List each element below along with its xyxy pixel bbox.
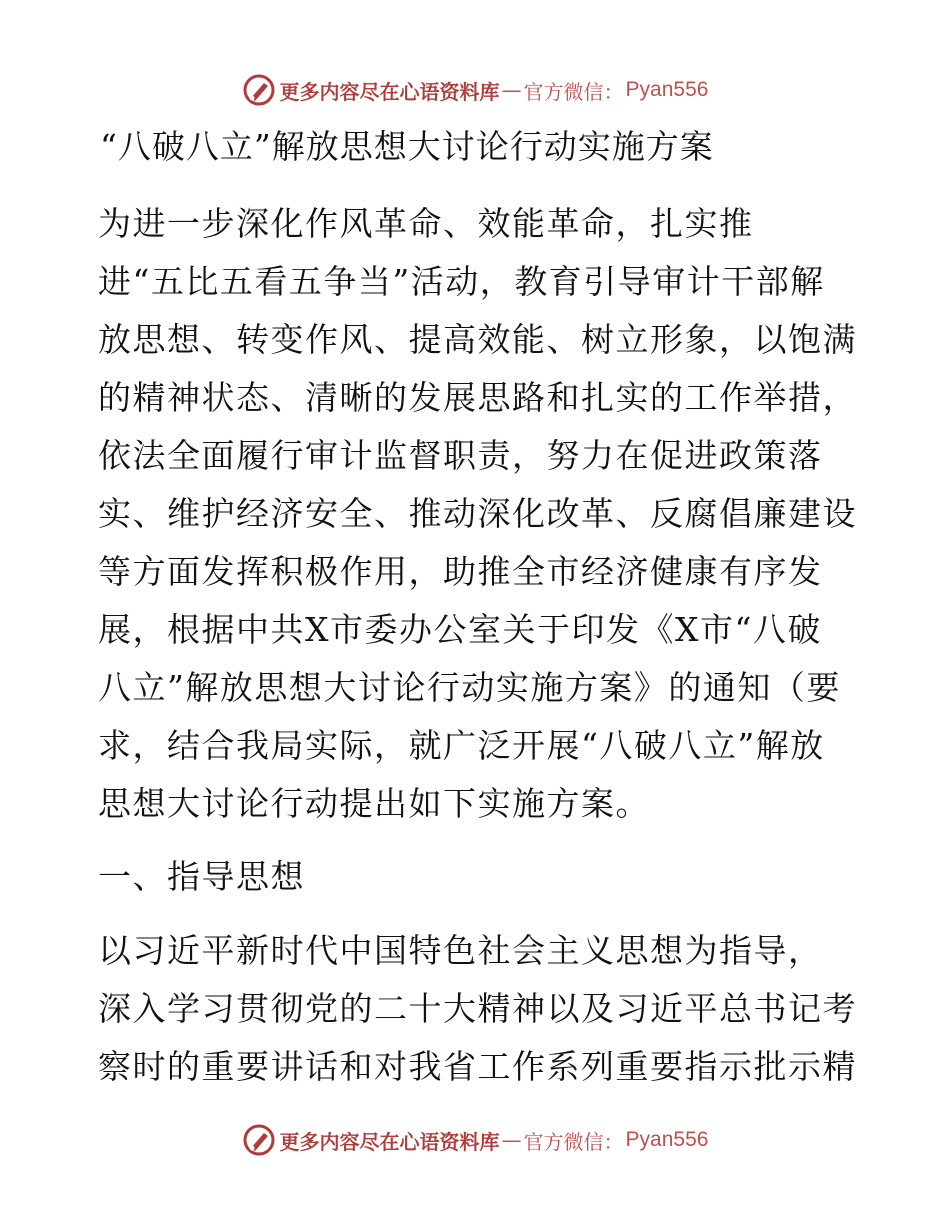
watermark-wechat-label: 官方微信： — [523, 1129, 624, 1154]
watermark-banner-bottom — [0, 1120, 950, 1160]
pen-logo-icon — [242, 73, 276, 107]
text-line: 等方面发挥积极作用，助推全市经济健康有序发 — [98, 552, 823, 591]
text-line: 展，根据中共X市委办公室关于印发《X市“八破 — [98, 610, 822, 649]
watermark-banner-top — [0, 70, 950, 110]
text-line: 思想大讨论行动提出如下实施方案。 — [98, 784, 650, 823]
text-line: 求，结合我局实际，就广泛开展“八破八立”解放 — [98, 726, 825, 765]
text-line: 以习近平新时代中国特色社会主义思想为指导， — [98, 931, 823, 970]
watermark-text: 更多内容尽在心语资料库 — [279, 79, 500, 104]
paragraph-guiding-thought — [98, 922, 858, 1096]
text-line: 依法全面履行审计监督职责，努力在促进政策落 — [98, 436, 823, 475]
watermark-wechat-id: Pyan556 — [625, 78, 709, 101]
text-line: 为进一步深化作风革命、效能革命，扎实推 — [98, 204, 754, 243]
text-line: 实、维护经济安全、推动深化改革、反腐倡廉建设 — [98, 494, 857, 533]
section-heading — [98, 848, 858, 906]
text-line: 的精神状态、清晰的发展思路和扎实的工作举措， — [98, 378, 857, 417]
watermark-text: 更多内容尽在心语资料库 — [279, 1129, 500, 1154]
text-line: 八立”解放思想大讨论行动实施方案》的通知（要 — [98, 668, 841, 707]
watermark-separator: — — [501, 78, 522, 102]
paragraph-intro — [98, 195, 858, 833]
watermark-wechat-id: Pyan556 — [625, 1128, 709, 1151]
text-line: 进“五比五看五争当”活动，教育引导审计干部解 — [98, 262, 825, 301]
text-line: 放思想、转变作风、提高效能、树立形象，以饱满 — [98, 320, 857, 359]
watermark-wechat-label: 官方微信： — [523, 79, 624, 104]
document-title: “八破八立”解放思想大讨论行动实施方案 — [100, 127, 714, 166]
heading-text: 一、指导思想 — [98, 857, 305, 896]
watermark-separator: — — [501, 1128, 522, 1152]
text-line: 察时的重要讲话和对我省工作系列重要指示批示精 — [98, 1047, 857, 1086]
pen-logo-icon — [242, 1123, 276, 1157]
text-line: 深入学习贯彻党的二十大精神以及习近平总书记考 — [98, 989, 857, 1028]
